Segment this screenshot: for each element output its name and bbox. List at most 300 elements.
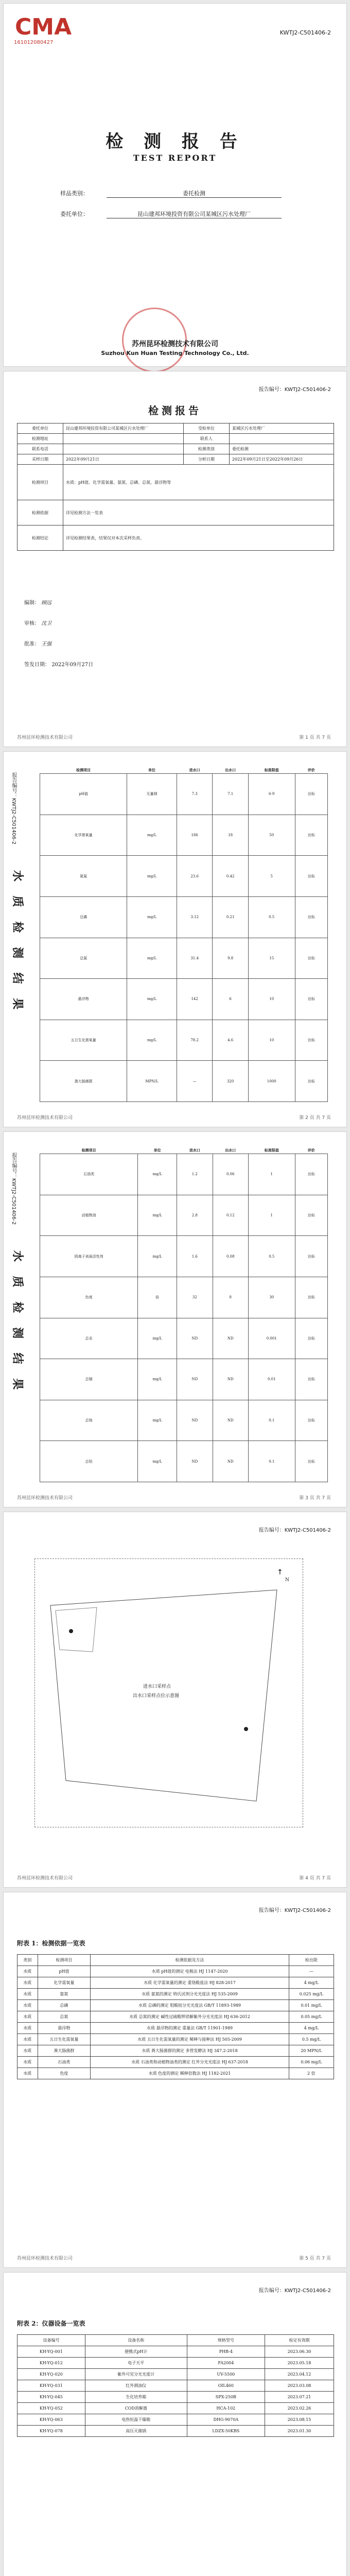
table-row [18,526,334,551]
site-plan [34,1558,303,1827]
table-row [40,1359,328,1400]
table-cell: HCA-102 [187,2403,265,2414]
table-cell: 0.1 [248,1400,295,1441]
table-cell: 电热恒温干燥箱 [85,2414,187,2426]
table-cell: ND [213,1441,248,1482]
cma-number: 161012080427 [14,40,54,45]
info-table [17,423,334,551]
table-cell: 2023.08.15 [265,2414,334,2426]
table-header-cell: 评价 [307,1148,315,1153]
page-footer: 苏州昆环检测技术有限公司 [17,735,73,740]
table-cell: 粪大肠菌群 [38,2045,91,2057]
table-cell: 30 [248,1277,295,1318]
sample-label: 样品类别： [60,190,89,197]
table-cell: SPX-250B [187,2392,265,2403]
page-code: 报告编号：KWTJ2-C501406-2 [11,772,16,845]
table-cell: COD消解器 [85,2403,187,2414]
table-cell: 水质 [18,2068,38,2079]
results-page-2 [3,1131,347,1507]
table-cell: 水质 悬浮物的测定 重量法 GB/T 11901-1989 [91,2023,289,2034]
equipment-table [17,2334,334,2437]
table-cell: 15 [248,938,295,979]
table-row [40,815,328,856]
svg-text:CMA: CMA [15,14,72,40]
table-cell: KH-YQ-031 [18,2380,85,2392]
table-row [18,2346,334,2358]
table-cell: mg/L [138,1195,177,1236]
table-cell: 6 [213,979,248,1020]
table-row [18,434,334,444]
page-footer: 苏州昆环检测技术有限公司 [17,1496,73,1501]
table-cell: 委托检测 [229,444,334,454]
table-cell: 8 [213,1277,248,1318]
table-cell: 0.5 [248,1236,295,1277]
table-cell: 五日生化需氧量 [38,2034,91,2045]
table-cell: UV-5500 [187,2369,265,2380]
building-outline [56,1607,97,1652]
table-cell: 达标 [295,1277,327,1318]
table-cell: 分析日期 [183,454,229,465]
page-code: 报告编号：KWTJ2-C501406-2 [258,2288,331,2294]
table-cell: 9.8 [213,938,248,979]
page-code: 报告编号：KWTJ2-C501406-2 [258,387,331,393]
table-cell: 0.01 mg/L [289,2000,334,2011]
table-cell: 阴离子表面活性剂 [40,1236,138,1277]
table-cell: 总氮 [38,2011,91,2023]
table-cell: ND [213,1359,248,1400]
table-cell: 昆山建邦环境投资有限公司某城区污水处理厂 [63,423,184,434]
table-cell: 142 [177,979,212,1020]
table-cell: 石油类 [38,2057,91,2068]
table-cell: 水质：pH值、化学需氧量、氨氮、总磷、总氮、悬浮物等 [63,465,334,500]
table-cell: 4.6 [213,1020,248,1061]
table-row [18,1989,334,2000]
table-cell: ND [213,1400,248,1441]
report-code: KWTJ2-C501406-2 [279,29,331,36]
table-cell: 2022年09月21日 [63,454,184,465]
table-header-cell: 检出限 [289,1955,334,1966]
table-cell: 总铅 [40,1441,138,1482]
table-cell: mg/L [138,1441,177,1482]
table-cell: 水质 [18,2045,38,2057]
table-cell: 2.8 [177,1195,213,1236]
table-cell: FA2004 [187,2358,265,2369]
page-number: 第 5 页 共 7 页 [299,2256,331,2261]
table-cell: 水质 [18,2011,38,2023]
table-cell: 0.08 [213,1236,248,1277]
table-row [18,2403,334,2414]
table-cell: OIL460 [187,2380,265,2392]
table-row [40,1154,328,1195]
results-table [40,1147,328,1482]
table-row [40,856,328,897]
table-cell: 4 mg/L [289,1977,334,1989]
table-cell: 悬浮物 [40,979,127,1020]
page-code: 报告编号：KWTJ2-C501406-2 [11,1153,16,1225]
table-cell: 检测地址 [18,434,63,444]
table-cell: 7.3 [177,774,212,815]
table-cell: 总镉 [40,1359,138,1400]
table-cell: ND [177,1318,213,1359]
table-cell: 2023.02.26 [265,2403,334,2414]
table-cell: mg/L [127,1020,177,1061]
table-cell: 五日生化需氧量 [40,1020,127,1061]
table-row [40,1236,328,1277]
table-cell: 水质 [18,1966,38,1977]
table-row [18,2369,334,2380]
table-cell: 78.2 [177,1020,212,1061]
table-cell: 6-9 [248,774,295,815]
table-row [40,1400,328,1441]
table-row [40,896,328,938]
table-cell: 色度 [40,1277,138,1318]
equipment-list-page [3,2272,347,2576]
table-cell: 水质 [18,2034,38,2045]
table-cell: 23.6 [177,856,212,897]
sign-label: 编制： [24,600,40,606]
results-title [8,1250,28,1405]
table-cell: 达标 [295,856,327,897]
table-cell: mg/L [138,1359,177,1400]
table-header-cell: 规格型号 [187,2335,265,2346]
table-cell: 总磷 [40,896,127,938]
table-cell: LDZX-50KBS [187,2426,265,2437]
table-cell: 某城区污水处理厂 [229,423,334,434]
table-row [18,423,334,434]
table-row [18,1977,334,1989]
method-list-page [3,1892,347,2268]
client-value: 昆山建邦环境投资有限公司某城区污水处理厂 [107,210,282,218]
outlet-point-icon [244,1727,248,1731]
outlet-note: 出水口采样点位示意图 [133,1693,180,1699]
table-row [40,1277,328,1318]
table-cell: 倍 [138,1277,177,1318]
table-cell: — [177,1061,212,1102]
table-cell: 高压灭菌锅 [85,2426,187,2437]
table-cell: mg/L [138,1400,177,1441]
table-header-cell: 类别 [18,1955,38,1966]
table-cell: 2023.01.30 [265,2426,334,2437]
table-cell: 1 [248,1195,295,1236]
sign-label: 审核： [24,621,40,626]
table-header-cell: 设备名称 [85,2335,187,2346]
table-cell: 总磷 [38,2000,91,2011]
page-code: 报告编号：KWTJ2-C501406-2 [258,1908,331,1913]
table-cell: 检测依据 [18,500,63,526]
table-cell: 2023.04.12 [265,2369,334,2380]
table-row [40,979,328,1020]
method-table [17,1954,334,2079]
table-cell: 1000 [248,1061,295,1102]
list-title: 附表 1：检测依据一览表 [17,1940,85,1947]
table-cell: 化学需氧量 [38,1977,91,1989]
table-cell: 5 [248,856,295,897]
table-cell: mg/L [127,815,177,856]
sample-value: 委托检测 [107,189,282,198]
table-cell: 1.2 [177,1154,213,1195]
table-cell: 186 [177,815,212,856]
table-row [40,938,328,979]
table-cell: 水质 色度的测定 稀释倍数法 HJ 1182-2021 [91,2068,289,2079]
table-header-cell: 标准限值 [264,1148,279,1153]
sign-date-value: 2022年09月27日 [51,662,94,668]
table-cell: ND [177,1441,213,1482]
table-cell: 0.01 [248,1359,295,1400]
table-cell: mg/L [127,938,177,979]
list-title: 附表 2：仪器设备一览表 [17,2320,85,2327]
table-cell: 4 mg/L [289,2023,334,2034]
table-cell: mg/L [127,856,177,897]
table-header-cell: 出水口 [225,768,236,772]
table-cell: PHB-4 [187,2346,265,2358]
table-cell [229,434,334,444]
table-cell: 0.001 [248,1318,295,1359]
north-label: N [285,1578,289,1583]
table-row [18,1966,334,1977]
table-header-cell: 单位 [148,768,156,772]
table-cell: 0.21 [213,896,248,938]
table-row [18,2045,334,2057]
table-cell: 详见检测方法一览表 [63,500,334,526]
table-row [18,2023,334,2034]
table-row [18,500,334,526]
page-number: 第 4 页 共 7 页 [299,1876,331,1881]
table-header-cell: 检测项目 [76,768,91,772]
table-cell: 水质 五日生化需氧量的测定 稀释与接种法 HJ 505-2009 [91,2034,289,2045]
table-cell: 3.12 [177,896,212,938]
table-row [40,1020,328,1061]
table-cell: 检测结论 [18,526,63,551]
table-cell: 达标 [295,1236,327,1277]
table-row [18,2034,334,2045]
page-code: 报告编号：KWTJ2-C501406-2 [258,1528,331,1533]
table-cell: 悬浮物 [38,2023,91,2034]
table-row [18,444,334,454]
signature: 顾远 [41,600,52,606]
cover-page [3,3,347,367]
table-cell: 2 倍 [289,2068,334,2079]
page-title: 检测报告 [148,404,202,417]
table-header-cell: 检测项目 [81,1148,96,1153]
page-number: 第 2 页 共 7 页 [299,1115,331,1121]
table-cell: mg/L [127,979,177,1020]
table-row [18,2426,334,2437]
table-cell: 0.5 [248,896,295,938]
table-cell: 氨氮 [38,1989,91,2000]
table-cell: 达标 [295,774,327,815]
table-cell: 2022年09月21日至2022年09月26日 [229,454,334,465]
table-cell: 达标 [295,1020,327,1061]
signature: 王强 [41,641,52,647]
table-cell: 联系人 [183,434,229,444]
table-cell: 0.05 mg/L [289,2011,334,2023]
table-row [18,454,334,465]
table-row [18,2358,334,2369]
sign-reviewed [24,619,51,626]
table-cell: 水质 [18,2023,38,2034]
table-cell: 达标 [295,938,327,979]
results-page-1 [3,751,347,1127]
table-header-cell: 评价 [307,768,315,772]
company-name-en: Suzhou Kun Huan Testing Technology Co., Ltd. [101,350,249,357]
table-cell: 水质 石油类和动植物油类的测定 红外分光光度法 HJ 637-2018 [91,2057,289,2068]
page-number: 第 1 页 共 7 页 [299,735,331,740]
table-row [18,2000,334,2011]
table-cell: KH-YQ-001 [18,2346,85,2358]
table-cell: DHG-9070A [187,2414,265,2426]
table-cell: 0.12 [213,1195,248,1236]
table-cell: 达标 [295,1318,327,1359]
table-row [40,774,328,815]
table-cell: 18 [213,815,248,856]
page-footer: 苏州昆环检测技术有限公司 [17,1876,73,1881]
table-cell [63,444,184,454]
table-header-cell: 检测依据及方法 [91,1955,289,1966]
table-header-cell: 标准限值 [264,768,279,772]
table-cell: 32 [177,1277,213,1318]
client-row [60,210,297,218]
table-cell: 0.1 [248,1441,295,1482]
table-cell: 320 [213,1061,248,1102]
sampling-diagram-page [3,1512,347,1888]
results-title [8,870,28,1025]
table-row [18,2380,334,2392]
table-cell: 水质 [18,1989,38,2000]
table-cell: mg/L [138,1236,177,1277]
table-cell: 联系电话 [18,444,63,454]
table-cell: 达标 [295,896,327,938]
table-cell: 水质 [18,1977,38,1989]
table-cell: 水质 [18,2057,38,2068]
report-info-page [3,371,347,747]
table-header-cell: 进水口 [189,1148,200,1153]
sign-date [24,660,93,668]
table-cell: 20 MPN/L [289,2045,334,2057]
sign-approved [24,639,51,647]
sign-label: 签发日期： [24,662,50,668]
table-cell: 紫外可见分光光度计 [85,2369,187,2380]
table-cell: 达标 [295,979,327,1020]
table-cell: 达标 [295,1359,327,1400]
table-cell: 达标 [295,1061,327,1102]
results-table [40,767,328,1102]
table-cell: 色度 [38,2068,91,2079]
sample-row [60,189,297,198]
page-footer: 苏州昆环检测技术有限公司 [17,2256,73,2261]
inlet-note: 进水口采样点 [143,1684,171,1689]
table-cell: 动植物油 [40,1195,138,1236]
table-cell: 检测项目 [18,465,63,500]
table-cell: KH-YQ-063 [18,2414,85,2426]
table-cell: 受检单位 [183,423,229,434]
table-cell: MPN/L [127,1061,177,1102]
table-cell: 10 [248,1020,295,1061]
table-cell: mg/L [127,896,177,938]
table-cell: 详见检测结果表，结果仅对本次采样负责。 [63,526,334,551]
table-cell [63,434,184,444]
table-cell: ND [177,1400,213,1441]
results-title-text: 水 质 检 测 结 果 [11,1250,24,1395]
table-cell: 水质 氨氮的测定 纳氏试剂分光光度法 HJ 535-2009 [91,1989,289,2000]
table-cell: KH-YQ-045 [18,2392,85,2403]
table-cell: 2023.03.08 [265,2380,334,2392]
table-cell: 水质 化学需氧量的测定 重铬酸盐法 HJ 828-2017 [91,1977,289,1989]
table-cell: 水质 总磷的测定 钼酸铵分光光度法 GB/T 11893-1989 [91,2000,289,2011]
cover-subtitle: TEST REPORT [133,153,217,163]
table-cell: 0.06 mg/L [289,2057,334,2068]
cma-logo-icon [14,12,72,40]
table-cell: 50 [248,815,295,856]
table-cell: pH值 [38,1966,91,1977]
table-cell: 总铬 [40,1400,138,1441]
table-header-cell: 单位 [153,1148,161,1153]
table-cell: KH-YQ-052 [18,2403,85,2414]
company-name-cn: 苏州昆环检测技术有限公司 [132,340,218,348]
table-cell: 10 [248,979,295,1020]
table-cell: 粪大肠菌群 [40,1061,127,1102]
table-row [18,2011,334,2023]
client-label: 委托单位： [60,211,89,217]
table-cell: KH-YQ-078 [18,2426,85,2437]
sign-label: 批准： [24,641,40,647]
results-title-text: 水 质 检 测 结 果 [11,870,24,1015]
table-cell: 水质 总氮的测定 碱性过硫酸钾消解紫外分光光度法 HJ 636-2012 [91,2011,289,2023]
table-cell: 水质 pH值的测定 电极法 HJ 1147-2020 [91,1966,289,1977]
table-cell: KH-YQ-012 [18,2358,85,2369]
table-row [18,2392,334,2403]
table-cell: 2023.06.30 [265,2346,334,2358]
signature: 沈卫 [41,621,52,626]
table-cell: 0.42 [213,856,248,897]
table-cell: mg/L [138,1154,177,1195]
table-cell: 2023.05.18 [265,2358,334,2369]
table-cell: ND [213,1318,248,1359]
table-cell: 达标 [295,1400,327,1441]
page-number: 第 3 页 共 7 页 [299,1496,331,1501]
north-arrow-icon: ↑ [277,1568,283,1577]
table-cell: 氨氮 [40,856,127,897]
table-cell: 1.6 [177,1236,213,1277]
table-header-cell: 设备编号 [18,2335,85,2346]
table-row [18,465,334,500]
table-cell: 31.4 [177,938,212,979]
table-row [18,2057,334,2068]
table-cell: 达标 [295,1441,327,1482]
table-row [40,1195,328,1236]
table-cell: ND [177,1359,213,1400]
table-cell: 达标 [295,1195,327,1236]
table-header-cell: 出水口 [225,1148,236,1153]
table-cell: 达标 [295,1154,327,1195]
table-header-cell: 检测项目 [38,1955,91,1966]
table-cell: KH-YQ-020 [18,2369,85,2380]
table-cell: 0.025 mg/L [289,1989,334,2000]
table-cell: 无量纲 [127,774,177,815]
table-header-cell: 进水口 [189,768,200,772]
table-cell: mg/L [138,1318,177,1359]
table-cell: 委托单位 [18,423,63,434]
table-cell: 2023.07.21 [265,2392,334,2403]
table-cell: 电子天平 [85,2358,187,2369]
table-cell: 红外测油仪 [85,2380,187,2392]
table-cell: 1 [248,1154,295,1195]
table-cell: — [289,1966,334,1977]
sign-prepared [24,598,51,606]
table-row [40,1441,328,1482]
table-cell: 7.1 [213,774,248,815]
page-footer: 苏州昆环检测技术有限公司 [17,1115,73,1121]
table-cell: 总氮 [40,938,127,979]
